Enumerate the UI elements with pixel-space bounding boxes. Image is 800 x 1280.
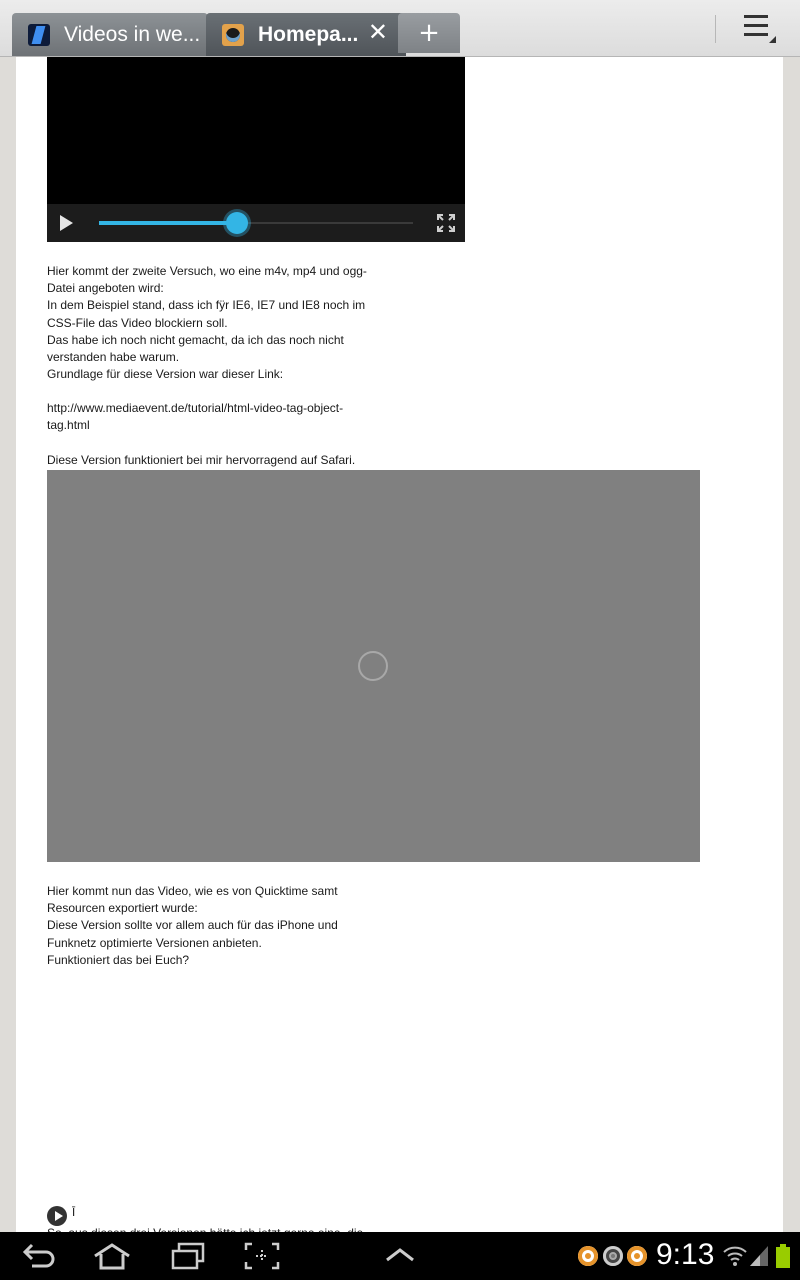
site-favicon-icon bbox=[28, 24, 50, 46]
notification-app-icon bbox=[578, 1246, 598, 1266]
tab-title: Videos in we... bbox=[64, 22, 201, 46]
fullscreen-icon[interactable] bbox=[437, 214, 455, 232]
tab-homepage[interactable] bbox=[206, 13, 406, 56]
text-line: Hier kommt der zweite Versuch, wo eine m4v, mp4 und ogg- bbox=[47, 264, 367, 278]
chevron-up-icon[interactable] bbox=[384, 1242, 416, 1268]
browser-tab-bar bbox=[0, 0, 800, 57]
tab-videos[interactable] bbox=[12, 13, 208, 56]
system-navigation-bar bbox=[0, 1232, 800, 1280]
safari-note bbox=[47, 452, 367, 469]
seek-bar[interactable] bbox=[99, 222, 413, 224]
battery-icon bbox=[776, 1244, 790, 1268]
close-tab-icon[interactable]: ✕ bbox=[367, 19, 388, 46]
tutorial-link[interactable] bbox=[47, 400, 367, 434]
notification-app-icon bbox=[603, 1246, 623, 1266]
text-block-1 bbox=[47, 263, 367, 383]
text-line: Funknetz optimierte Versionen anbieten. bbox=[47, 935, 262, 950]
video-player-2[interactable] bbox=[47, 470, 700, 862]
signal-icon bbox=[750, 1246, 768, 1266]
text-block-2 bbox=[47, 883, 367, 969]
screenshot-icon[interactable] bbox=[244, 1242, 280, 1270]
text-line: Resourcen exportiert wurde: bbox=[47, 901, 198, 916]
recent-apps-icon[interactable] bbox=[170, 1242, 206, 1270]
toolbar-divider bbox=[715, 15, 716, 43]
tab-title: Homepa... bbox=[258, 22, 359, 46]
back-icon[interactable] bbox=[22, 1242, 56, 1268]
text-line: Funktioniert das bei Euch? bbox=[47, 952, 190, 967]
text-line: Diese Version funktioniert bei mir hervorragend auf Safari. bbox=[47, 453, 356, 467]
cursor-marker-icon: Ī bbox=[72, 1206, 76, 1219]
wifi-icon bbox=[722, 1244, 748, 1268]
text-line: Grundlage für diese Version war dieser Link: bbox=[47, 367, 284, 382]
clock: 9:13 bbox=[656, 1238, 715, 1271]
text-line: CSS-File das Video blockiern soll. bbox=[47, 315, 228, 330]
play-icon[interactable] bbox=[60, 215, 73, 231]
video-controls bbox=[47, 204, 465, 242]
text-line: In dem Beispiel stand, dass ich fÿr IE6, IE7 und IE8 noch im bbox=[47, 298, 366, 313]
text-line: Hier kommt nun das Video, wie es von Quicktime samt bbox=[47, 884, 338, 898]
new-tab-button[interactable]: + bbox=[398, 13, 460, 53]
text-line: Datei angeboten wird: bbox=[47, 281, 164, 296]
site-favicon-icon bbox=[222, 24, 244, 46]
home-icon[interactable] bbox=[92, 1242, 132, 1270]
seek-progress bbox=[99, 221, 237, 225]
text-line: Diese Version sollte vor allem auch für das iPhone und bbox=[47, 918, 338, 933]
menu-icon[interactable] bbox=[742, 15, 776, 43]
notification-app-icon bbox=[627, 1246, 647, 1266]
link-line[interactable]: http://www.mediaevent.de/tutorial/html-video-tag-object- bbox=[47, 401, 344, 415]
video-player-1[interactable] bbox=[47, 57, 465, 242]
seek-thumb[interactable] bbox=[226, 212, 248, 234]
quicktime-play-icon[interactable] bbox=[47, 1206, 67, 1226]
link-line[interactable]: tag.html bbox=[47, 418, 90, 433]
loading-spinner-icon bbox=[358, 651, 388, 681]
text-line: Das habe ich noch nicht gemacht, da ich das noch nicht bbox=[47, 332, 344, 347]
text-line: verstanden habe warum. bbox=[47, 350, 180, 365]
